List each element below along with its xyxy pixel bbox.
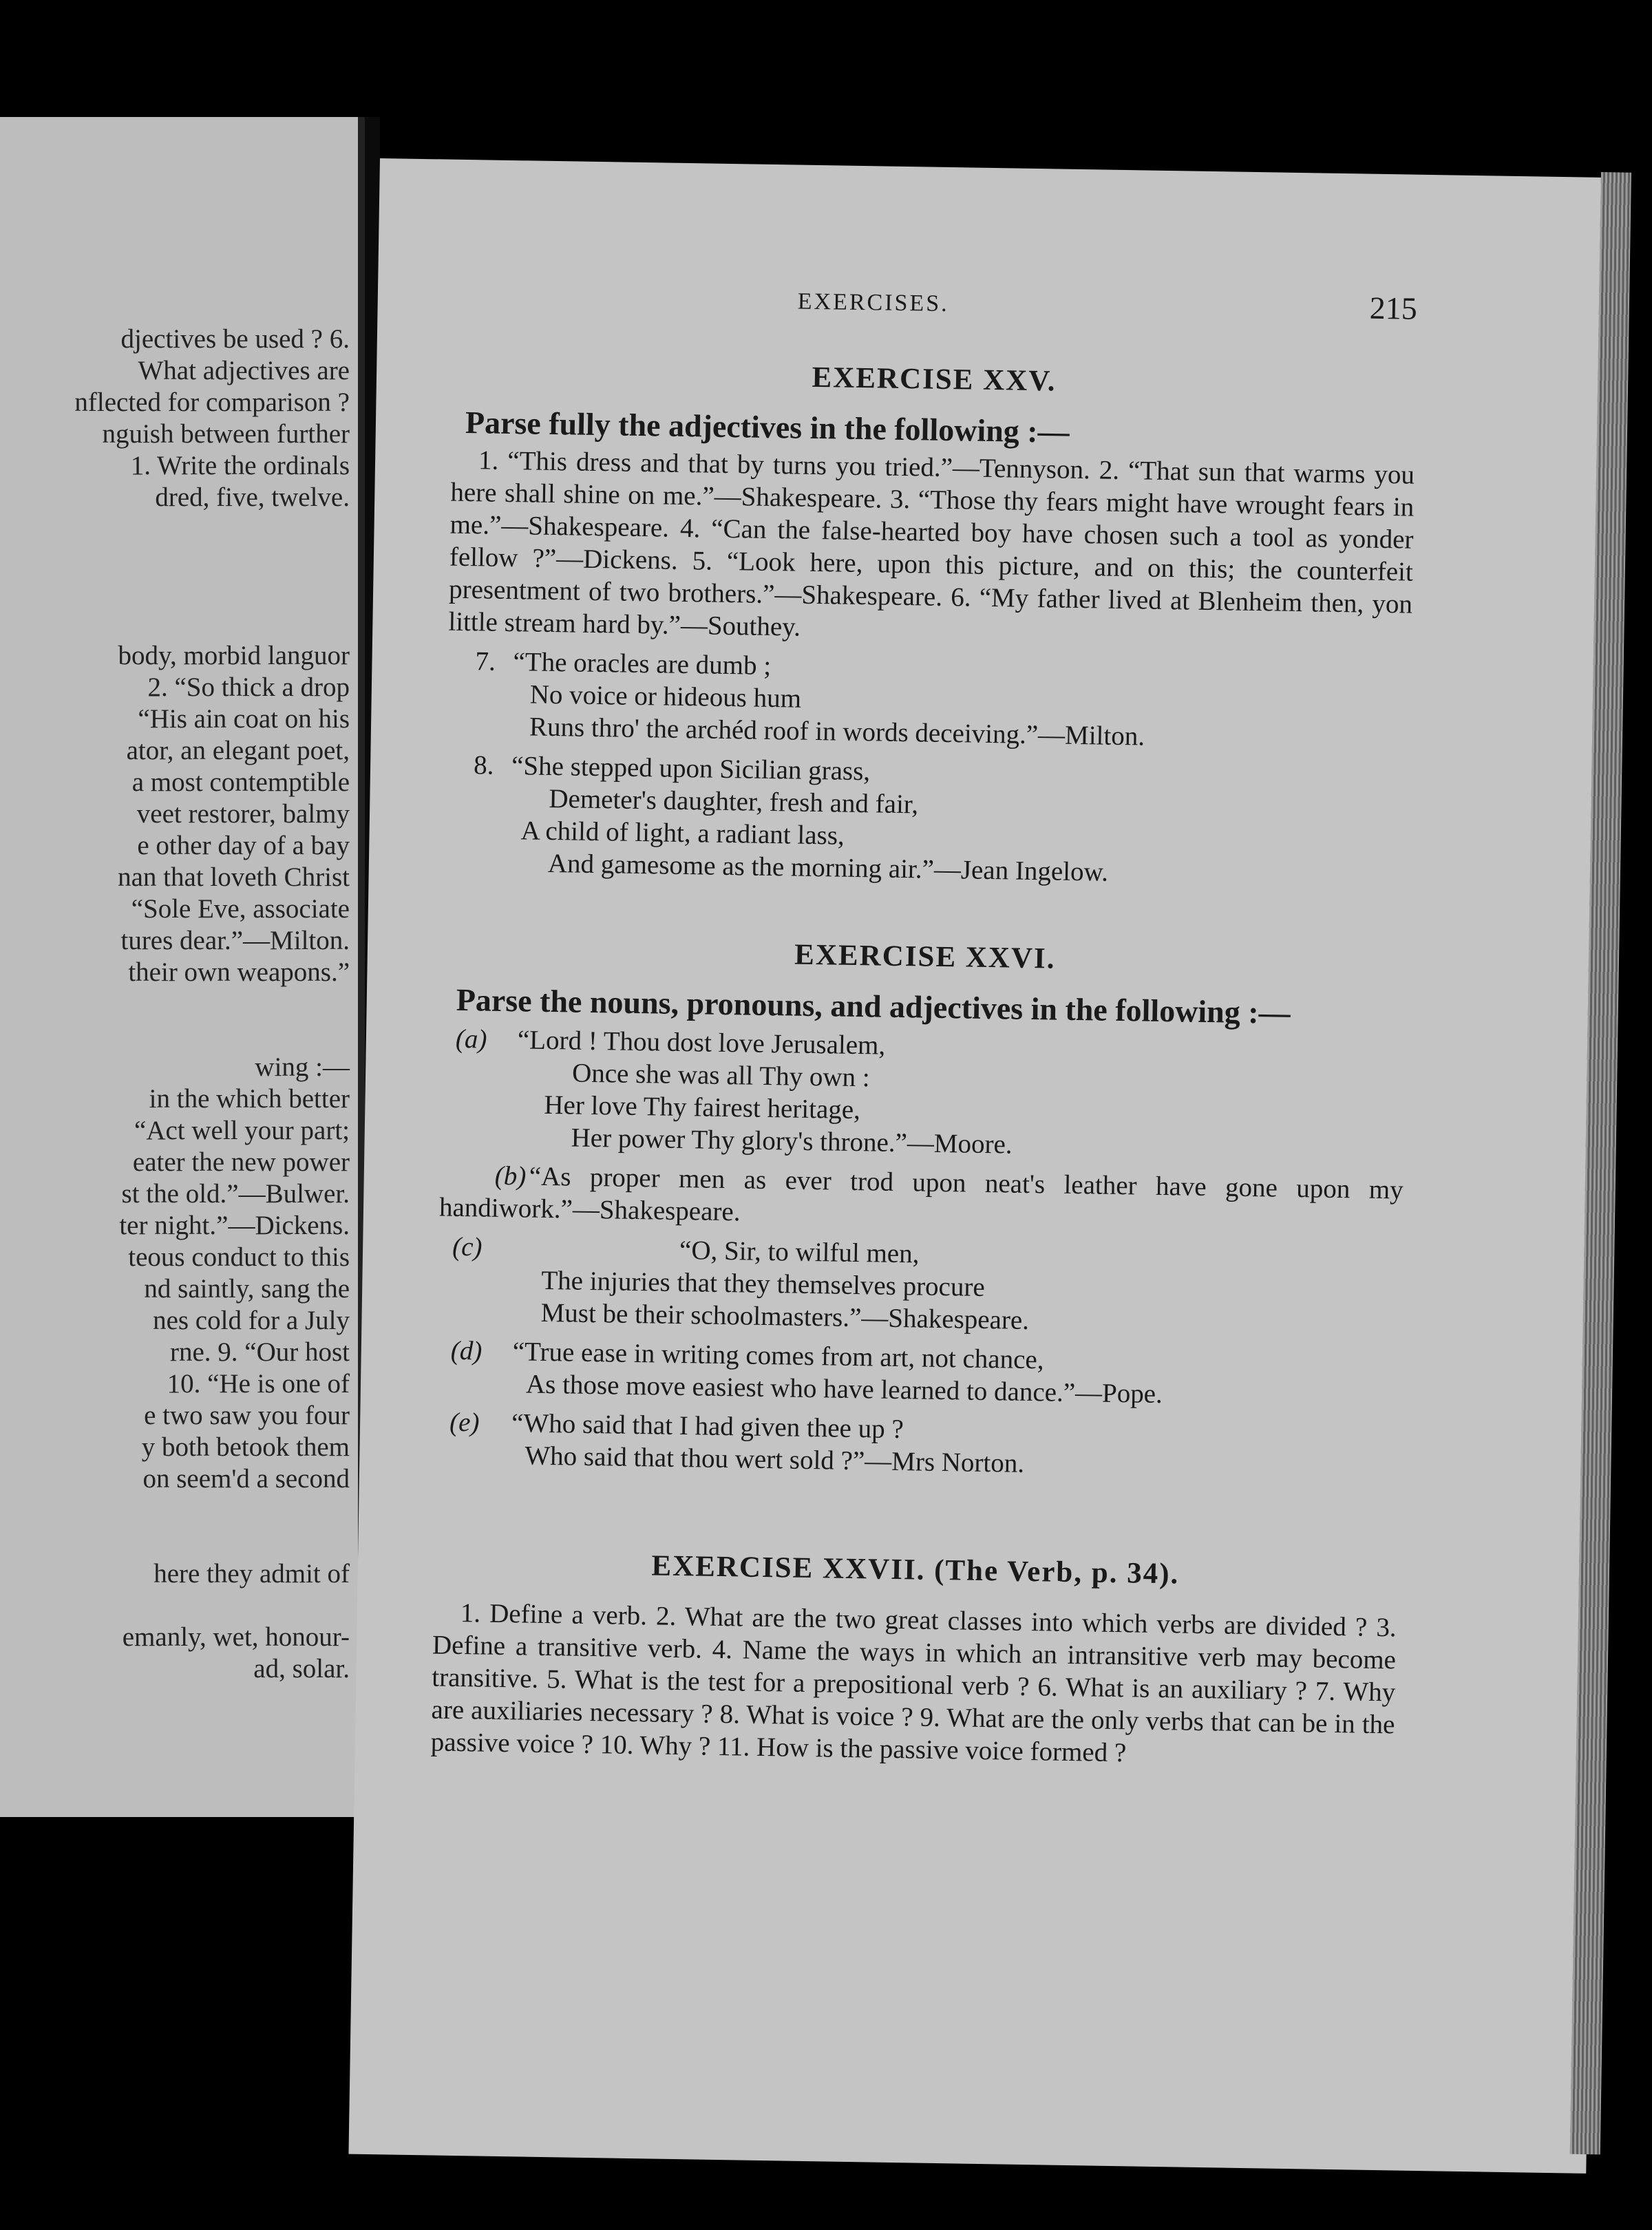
left-page-line: veet restorer, balmy xyxy=(136,799,350,829)
page-content xyxy=(430,280,1417,1774)
item-number: 8. xyxy=(473,750,494,780)
left-page-line: ad, solar. xyxy=(253,1654,350,1684)
item-label: (e) xyxy=(449,1407,480,1438)
left-page-line: nd saintly, sang the xyxy=(144,1274,350,1304)
left-page-line: nes cold for a July xyxy=(153,1306,350,1335)
left-page-line: 10. “He is one of xyxy=(167,1369,350,1399)
left-page-line: on seem'd a second xyxy=(142,1464,350,1494)
exercise-25-item-7 xyxy=(474,645,1412,756)
exercise-25-item-8 xyxy=(472,749,1410,893)
left-page-line: “Sole Eve, associate xyxy=(131,894,350,924)
left-page-line: “Act well your part; xyxy=(134,1116,350,1145)
left-page-line: nguish between further xyxy=(102,419,350,449)
item-label: (a) xyxy=(455,1023,487,1054)
poem-line: Who said that thou wert sold ?”—Mrs Norton. xyxy=(525,1441,1025,1478)
left-page-line: a most contemptible xyxy=(131,767,350,797)
exercise-26-item-d xyxy=(450,1335,1401,1414)
right-page xyxy=(348,158,1617,2174)
left-page-line: 2. “So thick a drop xyxy=(147,672,350,702)
poem-line: As those move easiest who have learned to dance.”—Pope. xyxy=(525,1369,1163,1410)
poem-line: Demeter's daughter, fresh and fair, xyxy=(549,783,919,820)
running-head xyxy=(453,280,1417,343)
poem-line: “The oracles are dumb ; xyxy=(513,647,772,681)
poem-line: A child of light, a radiant lass, xyxy=(520,816,845,851)
item-number: 7. xyxy=(475,646,496,677)
left-page-line: nan that loveth Christ xyxy=(118,862,350,892)
page-number: 215 xyxy=(1369,290,1418,326)
exercise-27-title: EXERCISE XXVII. (The Verb, p. 34). xyxy=(651,1549,1180,1591)
exercise-26-item-c xyxy=(451,1231,1402,1343)
item-label: (b) xyxy=(494,1160,527,1191)
poem-line: Her love Thy fairest heritage, xyxy=(544,1090,861,1125)
exercise-25-paragraph: 1. “This dress and that by turns you tried.”—Tennyson. 2. “That sun that warms you here shall shine on me.”—Shakespeare. 3. “Those thy fears might have wrought fears in me.”—Shakespeare. 4. “Can the false-hearted boy have chosen such a tool as yonder fellow ?”—Dickens. 5. “Look here, upon this picture, and on this; the counterfeit presentment of two brothers.”—Shakespeare. 6. “My father lived at Blenheim then, yon little stream hard by.”—Southey. xyxy=(448,445,1415,642)
poem-line: “True ease in writing comes from art, not chance, xyxy=(512,1337,1044,1375)
left-page-line: emanly, wet, honour- xyxy=(122,1622,350,1652)
left-page-line: wing :— xyxy=(255,1052,350,1082)
left-page-line: ator, an elegant poet, xyxy=(126,736,350,765)
item-label: (d) xyxy=(450,1335,483,1366)
left-page-line: nflected for comparison ? xyxy=(74,387,350,417)
poem-line: Runs thro' the archéd roof in words deceiving.”—Milton. xyxy=(529,712,1145,752)
exercise-26-instruction: Parse the nouns, pronouns, and adjectives in the following :— xyxy=(456,981,1291,1030)
left-page-line: rne. 9. “Our host xyxy=(169,1337,350,1367)
left-page-line: in the which better xyxy=(149,1084,350,1114)
left-page-line: djectives be used ? 6. xyxy=(120,324,350,354)
exercise-25-instruction: Parse fully the adjectives in the following :— xyxy=(465,404,1070,449)
exercise-25-title: EXERCISE XXV. xyxy=(812,361,1057,398)
exercise-26-title: EXERCISE XXVI. xyxy=(794,938,1056,975)
poem-line: No voice or hideous hum xyxy=(529,679,802,714)
poem-line: Must be their schoolmasters.”—Shakespeare. xyxy=(540,1297,1030,1336)
poem-line: The injuries that they themselves procure xyxy=(541,1265,986,1303)
left-page-line: teous conduct to this xyxy=(128,1242,350,1272)
poem-line: “O, Sir, to wilful men, xyxy=(679,1235,920,1269)
left-page-line: st the old.”—Bulwer. xyxy=(121,1179,350,1209)
exercise-27-paragraph: 1. Define a verb. 2. What are the two great classes into which verbs are divided ? 3. Define a transitive verb. 4. Name the ways in which an intransitive verb may become transitive. 5. What is the test for a prepositional verb ? 6. What is an auxiliary ? 7. Why are auxiliaries necessary ? 8. What is voice ? 9. What are the only verbs that can be in the passive voice ? 10. Why ? 11. How is the passive voice formed ? xyxy=(430,1598,1397,1768)
left-page-line: tures dear.”—Milton. xyxy=(120,926,350,955)
item-label: (c) xyxy=(452,1231,483,1262)
left-page-line: 1. Write the ordinals xyxy=(130,451,350,480)
exercise-26-item-b xyxy=(439,1159,1404,1239)
poem-line: And gamesome as the morning air.”—Jean Ingelow. xyxy=(547,848,1109,887)
poem-line: “Who said that I had given thee up ? xyxy=(511,1408,904,1445)
left-page-line: body, morbid languor xyxy=(118,641,350,670)
left-page-line: their own weapons.” xyxy=(128,957,350,987)
left-page-line: What adjectives are xyxy=(138,356,350,385)
exercise-26-item-a xyxy=(454,1023,1406,1167)
left-page-line: e other day of a bay xyxy=(137,831,350,860)
left-page-line: here they admit of xyxy=(153,1559,350,1589)
poem-line: “Lord ! Thou dost love Jerusalem, xyxy=(517,1025,886,1061)
poem-line: Her power Thy glory's throne.”—Moore. xyxy=(571,1123,1013,1160)
running-title: EXERCISES. xyxy=(797,288,949,317)
left-page-line: e two saw you four xyxy=(144,1401,350,1430)
item-text: “As proper men as ever trod upon neat's leather have gone upon my handiwork.”—Shakespeare. xyxy=(438,1161,1404,1227)
left-page-line: eater the new power xyxy=(132,1147,350,1177)
poem-line: Once she was all Thy own : xyxy=(571,1058,870,1093)
left-page-line: “His ain coat on his xyxy=(138,704,350,734)
poem-line: “She stepped upon Sicilian grass, xyxy=(511,751,871,787)
left-page-line: ter night.”—Dickens. xyxy=(119,1211,350,1240)
left-page xyxy=(0,117,365,1817)
left-page-line: y both betook them xyxy=(141,1432,350,1462)
left-page-line: dred, five, twelve. xyxy=(155,482,350,512)
